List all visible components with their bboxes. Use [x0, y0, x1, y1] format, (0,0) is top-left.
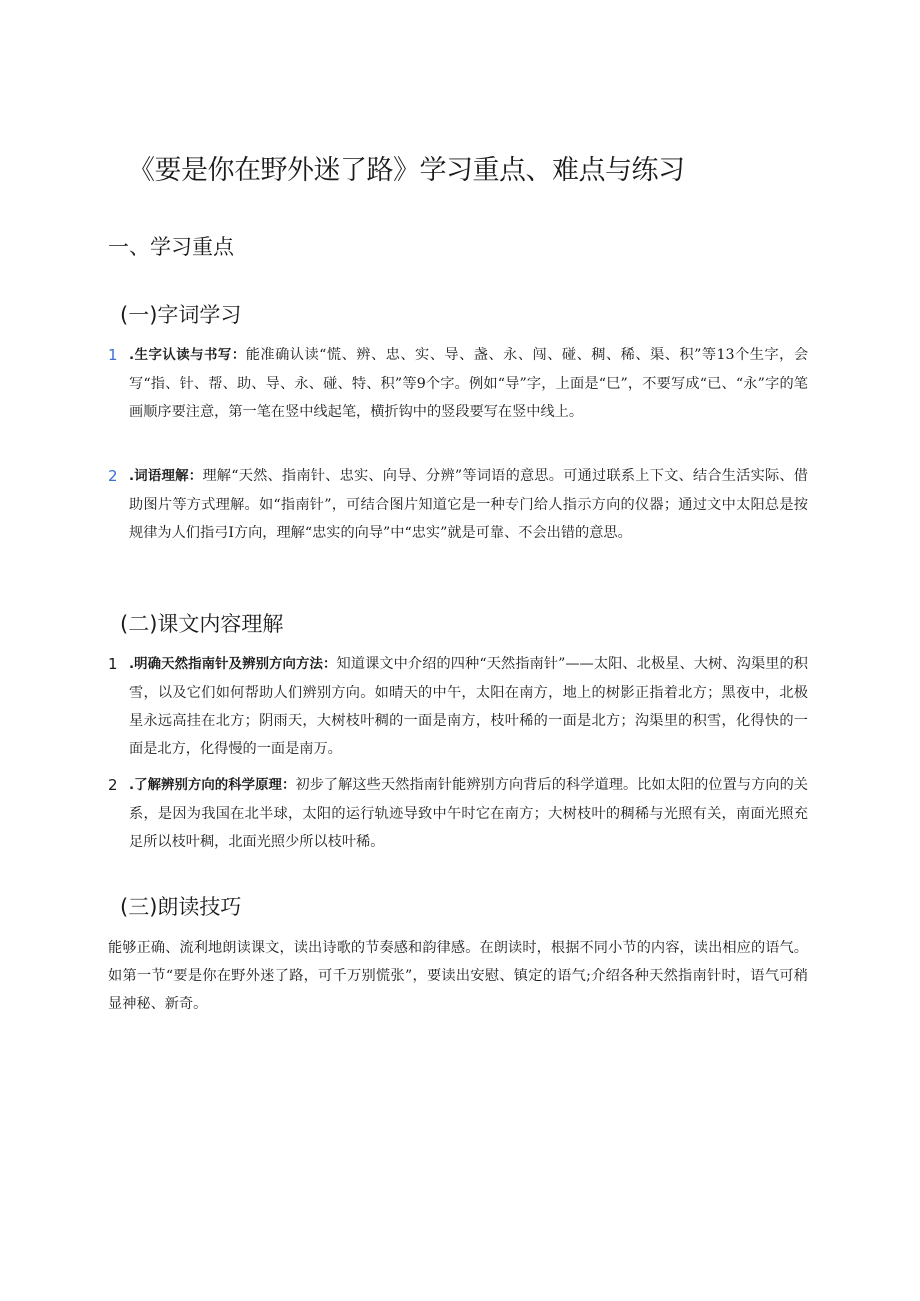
list-number: 2	[108, 776, 118, 794]
list-item-lead: .生字认读与书写：	[129, 348, 246, 363]
list-number: 2	[108, 467, 118, 485]
list-item-body	[129, 771, 808, 856]
paragraph-reading-skills: 能够正确、流利地朗读课文，读出诗歌的节奏感和韵律感。在朗读时，根据不同小节的内容，读出相应的语气。如第一节“要是你在野外迷了路，可千万别慌张”，要读出安慰、镇定的语气;介绍各种天然指南针时，语气可稍显神秘、新奇。	[108, 940, 808, 1012]
list-item-text: 知道课文中介绍的四种“天然指南针”——太阳、北极星、大树、沟渠里的积雪，以及它们如何帮助人们辨别方向。如晴天的中午，太阳在南方，地上的树影正指着北方；黑夜中，北极星永远高挂在北方；阴雨天，大树枝叶稠的一面是南方，枝叶稀的一面是北方；沟渠里的积雪，化得快的一面是北方，化得慢的一面是南万。	[129, 656, 808, 757]
list-item-text: 初步了解这些天然指南针能辨别方向背后的科学道理。比如太阳的位置与方向的关系，是因为我国在北半球，太阳的运行轨迹导致中午时它在南方；大树枝叶的稠稀与光照有关，南面光照充足所以枝叶稠，北面光照少所以枝叶稀。	[129, 777, 808, 850]
list-item-body	[129, 650, 808, 763]
subheading-reading-skills: (三)朗读技巧	[120, 895, 242, 919]
list-number: 1	[108, 346, 118, 364]
list-item-body	[129, 341, 808, 426]
list-item-word-understanding	[108, 462, 808, 547]
list-item-text: 理解“天然、指南针、忠实、向导、分辨”等词语的意思。可通过联系上下文、结合生活实际、借助图片等方式理解。如“指南针”，可结合图片知道它是一种专门给人指示方向的仪器；通过文中太阳总是按规律为人们指弓I方向，理解“忠实的向导”中“忠实”就是可靠、不会出错的意思。	[129, 468, 808, 541]
list-item-scientific-principle	[108, 771, 808, 856]
list-item-character-reading	[108, 341, 808, 426]
list-item-text: 能准确认读“慌、辨、忠、实、导、盏、永、闯、碰、稠、稀、渠、积”等13个生字，会写“指、针、帮、助、导、永、碰、特、积”等9个字。例如“导”字，上面是“巳”，不要写成“已、“永”字的笔画顺序要注意，第一笔在竖中线起笔，横折钩中的竖段要写在竖中线上。	[129, 347, 809, 420]
list-item-lead: .明确天然指南针及辨别方向方法：	[129, 657, 337, 672]
list-number: 1	[108, 655, 118, 673]
list-item-lead: .词语理解：	[129, 469, 203, 484]
list-item-lead: .了解辨别方向的科学原理：	[129, 778, 296, 793]
subheading-vocabulary: (一)字词学习	[120, 303, 242, 327]
document-title: 《要是你在野外迷了路》学习重点、难点与练习	[128, 155, 685, 186]
subheading-content-understanding: (二)课文内容理解	[120, 612, 284, 636]
list-item-body	[129, 462, 808, 547]
section-heading-key-points: 一、学习重点	[108, 235, 234, 259]
list-item-natural-compass	[108, 650, 808, 763]
